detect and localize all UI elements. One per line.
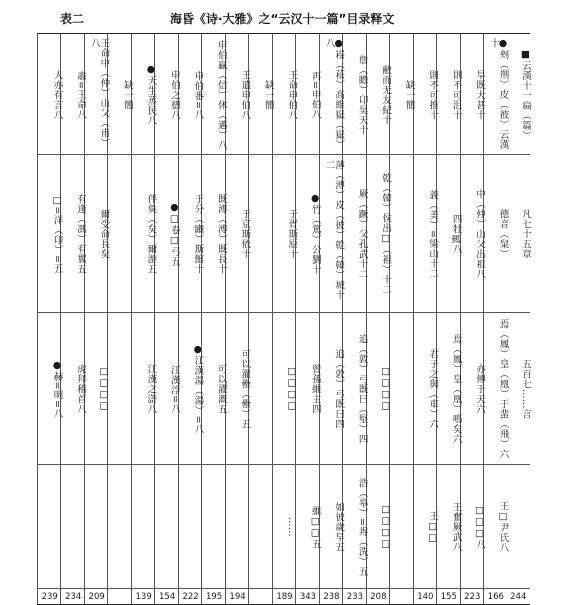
table-caption bbox=[0, 10, 565, 30]
table-cell: 王□□ bbox=[427, 510, 439, 544]
table-cell: 于胥斯原十 bbox=[286, 209, 298, 259]
table-column bbox=[389, 34, 413, 604]
table-cell: 君子之與（車）六 bbox=[427, 349, 439, 429]
table-cell: 中（仲）山父出祖八 bbox=[474, 189, 486, 279]
column-number: 222 bbox=[182, 592, 199, 602]
column-number: 139 bbox=[135, 592, 152, 602]
table-cell: 江漢浮=八 bbox=[168, 364, 180, 414]
column-number: 208 bbox=[370, 592, 387, 602]
column-number: 233 bbox=[346, 592, 364, 602]
table-cell bbox=[108, 470, 131, 584]
table-cell: 可以濯罍（罍）五 bbox=[239, 349, 251, 429]
table-cell: 義（美）=梁山十二 bbox=[427, 189, 439, 279]
table-cell: 詹（瞻）卬昊天十 bbox=[356, 55, 368, 135]
table-column bbox=[37, 34, 61, 604]
table-cell: □□□八 bbox=[474, 504, 486, 550]
table-cell: ●□卷□弓五 bbox=[168, 201, 180, 267]
table-cell: □=洋（卬）=五 bbox=[51, 194, 63, 274]
table-cell: ●㓨（荆）皮（彼）云漢十 bbox=[488, 38, 509, 150]
table-column bbox=[201, 34, 225, 604]
table-cell bbox=[390, 470, 413, 584]
table-cell: 王命中（仲）山父（甫）八 bbox=[88, 38, 110, 148]
table-cell: 王奮厥武八 bbox=[450, 502, 462, 552]
table-cell: 曾孫維主四 bbox=[309, 364, 321, 414]
table-cell: ●江漢湯（湯）=八 bbox=[192, 344, 204, 434]
table-cell: 亦傳于天六 bbox=[474, 364, 486, 414]
column-number: 234 bbox=[65, 592, 82, 602]
table-cell: 缺一簡 bbox=[121, 80, 133, 110]
table-column bbox=[295, 34, 319, 604]
table-cell bbox=[390, 160, 413, 308]
column-number: 194 bbox=[229, 592, 246, 602]
column-number: 239 bbox=[41, 592, 58, 602]
table-column bbox=[60, 34, 84, 604]
table-cell: 德音（䊆） bbox=[497, 209, 509, 259]
table-cell bbox=[249, 160, 272, 308]
table-column bbox=[507, 34, 530, 604]
table-cell: 申伯贏（信）休（邁）八 bbox=[215, 40, 227, 150]
table-column bbox=[413, 34, 437, 604]
table-cell: …… bbox=[286, 517, 298, 537]
table-column bbox=[178, 34, 202, 604]
table-cell: ●天生蒸民八 bbox=[145, 64, 157, 126]
column-number: 209 bbox=[88, 592, 105, 602]
table-cell: 肅=王命八 bbox=[74, 70, 86, 120]
table-title: 海昏《诗·大雅》之“云汉十一篇”目录释文 bbox=[170, 12, 395, 26]
column-number: 140 bbox=[417, 592, 434, 602]
table-cell: 則不可推十 bbox=[427, 70, 439, 120]
column-number: 154 bbox=[158, 592, 176, 602]
table-cell: 旱既大甚十 bbox=[474, 70, 486, 120]
table-cell: 申伯之德八 bbox=[168, 70, 180, 120]
table-cell: ●崧（菘）高維嶽（嶽）八 bbox=[323, 38, 345, 150]
column-number bbox=[108, 590, 131, 604]
column-number bbox=[390, 590, 413, 604]
table-cell: 既溥（溥）既長十 bbox=[215, 194, 227, 274]
table-cell: 申伯番=八 bbox=[192, 70, 204, 120]
table-cell: 敝而无友紀十 bbox=[380, 65, 392, 125]
table-cell bbox=[226, 470, 249, 584]
table-cell: 再=申伯八 bbox=[309, 70, 321, 120]
column-number: 343 bbox=[299, 592, 317, 602]
table-cell bbox=[61, 470, 84, 584]
column-number: 189 bbox=[276, 592, 293, 602]
table-column bbox=[272, 34, 296, 604]
table-cell: ■云漢十一扁（篇） bbox=[519, 49, 531, 141]
table-cell bbox=[132, 470, 155, 584]
table-cell: □□□□ bbox=[286, 366, 298, 412]
table-column bbox=[460, 34, 484, 604]
table-cell bbox=[249, 318, 272, 460]
table-column bbox=[483, 34, 507, 604]
table-column bbox=[366, 34, 390, 604]
column-number: 195 bbox=[205, 592, 223, 602]
table-cell: 則不可沮十 bbox=[450, 70, 462, 120]
table-cell bbox=[85, 470, 108, 584]
table-cell: 于分（豳）斯館十 bbox=[192, 194, 204, 274]
table-cell: 江漢之滸八 bbox=[145, 364, 157, 414]
table-column bbox=[319, 34, 343, 604]
table-column bbox=[154, 34, 178, 604]
table-cell: ●竹（篤）公劉十 bbox=[309, 193, 321, 275]
table-cell: 乾（韓）侯出□（祖）十二 bbox=[380, 173, 392, 295]
table-cell: 五百七……言 bbox=[519, 359, 531, 419]
table-cell: □□□□ bbox=[98, 366, 110, 412]
table-cell: 王命申伯八 bbox=[286, 70, 298, 120]
table-cell: 爾受命長矣 bbox=[98, 209, 110, 259]
table-cell: □□□□ bbox=[380, 366, 392, 412]
table-cell: 缺一簡 bbox=[403, 80, 415, 110]
table-cell: 維□□五 bbox=[309, 505, 321, 549]
table-cell: 人亦有言八 bbox=[51, 70, 63, 120]
table-cell: ●赫=明=八 bbox=[51, 359, 63, 419]
table-column bbox=[436, 34, 460, 604]
table-cell bbox=[108, 318, 131, 460]
table-label: 表二 bbox=[60, 12, 85, 26]
table-column bbox=[131, 34, 155, 604]
table-cell: 凡七十五章 bbox=[519, 209, 531, 259]
table-cell bbox=[155, 470, 178, 584]
table-cell: 虎拜稽首八 bbox=[74, 364, 86, 414]
column-number: 244 bbox=[510, 592, 527, 602]
table-cell: 可以濯溉五 bbox=[215, 364, 227, 414]
table-cell: 追（敦）弓既曰四 bbox=[333, 349, 345, 429]
table-cell bbox=[202, 470, 225, 584]
table-column bbox=[107, 34, 131, 604]
column-number: 223 bbox=[464, 592, 481, 602]
table-cell: 王□尹氏八 bbox=[497, 501, 509, 553]
table-cell: 王遣申伯八 bbox=[239, 70, 251, 120]
table-cell bbox=[38, 470, 61, 584]
table-cell bbox=[507, 470, 530, 584]
table-cell: 伴奐（矣）爾游五 bbox=[145, 194, 157, 274]
table-cell bbox=[179, 470, 202, 584]
table-column bbox=[84, 34, 108, 604]
table-cell bbox=[249, 470, 272, 584]
table-cell: 于京斯依十 bbox=[239, 209, 251, 259]
table-cell: 追（敦）弓既曰（堅）四 bbox=[356, 334, 368, 444]
table-column bbox=[248, 34, 272, 604]
table-column bbox=[342, 34, 366, 604]
table-column bbox=[225, 34, 249, 604]
table-cell: 厥（蹶）父孔武十二 bbox=[356, 189, 368, 279]
table-cell bbox=[390, 318, 413, 460]
table-cell: 焉（鳳）皇（凰）于蜚（飛）六 bbox=[497, 319, 509, 459]
column-number bbox=[249, 590, 272, 604]
catalog-table bbox=[37, 33, 530, 605]
column-number: 238 bbox=[323, 592, 340, 602]
table-cell: □□□□ bbox=[380, 504, 392, 550]
table-cell: 如彼歲早五 bbox=[333, 502, 345, 552]
table-cell bbox=[108, 160, 131, 308]
table-cell: 有逢（馮）有翼五 bbox=[74, 194, 86, 274]
table-cell: 焉（鳳）皇（凰）鳴矣六 bbox=[450, 334, 462, 444]
column-number: 155 bbox=[440, 592, 457, 602]
table-cell: 浩（皋）=歬（洗）五 bbox=[356, 477, 368, 577]
column-number: 166 bbox=[487, 592, 504, 602]
table-cell: 缺一簡 bbox=[262, 80, 274, 110]
table-cell: 薄（溥）皮（彼）乾（韓）城十二 bbox=[323, 160, 345, 300]
table-cell: 四牡𩣷八 bbox=[450, 214, 462, 254]
